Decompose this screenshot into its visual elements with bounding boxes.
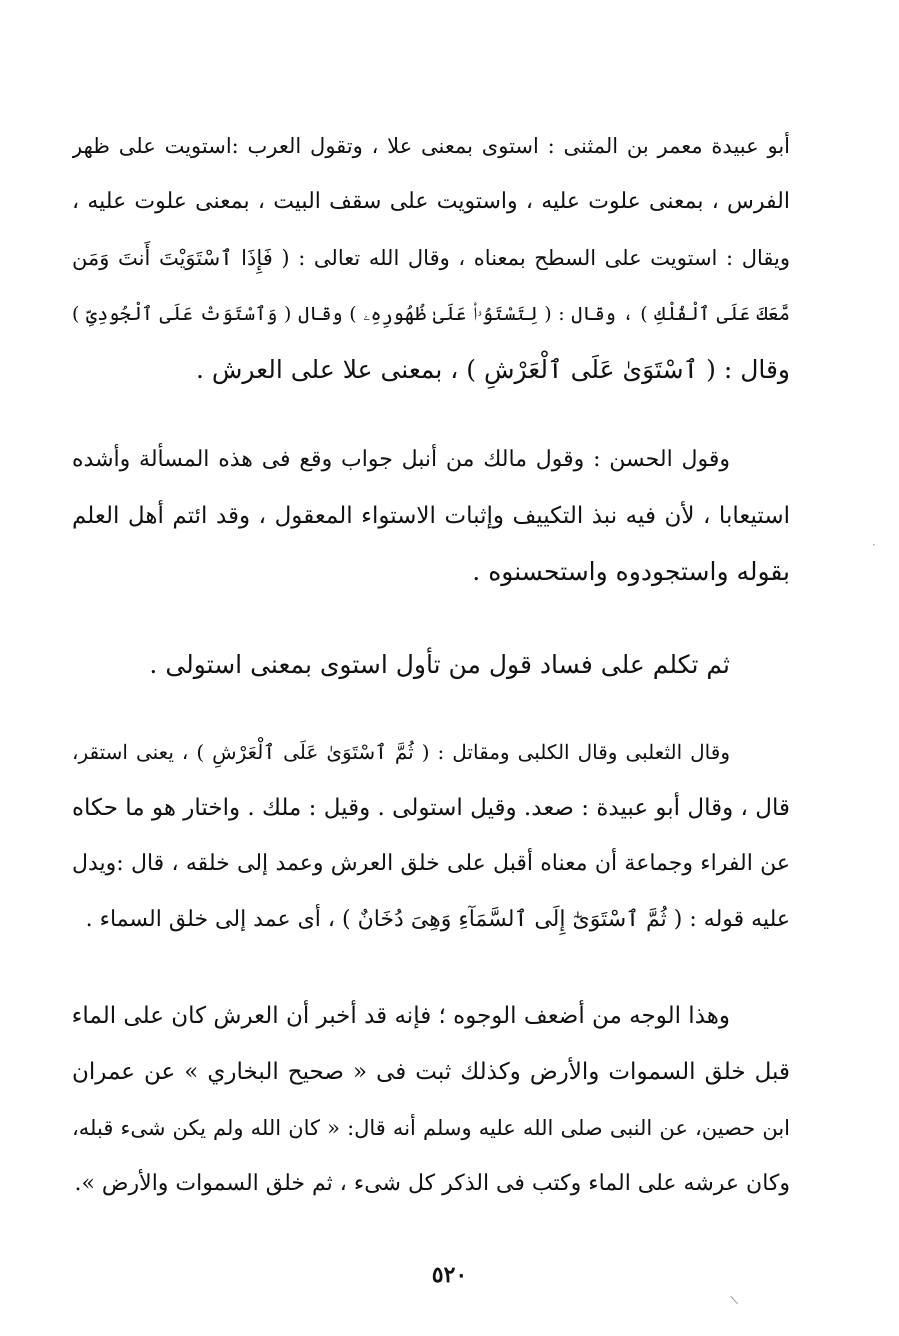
paragraph-al-hasan	[72, 432, 790, 600]
paragraph-thalabi	[72, 724, 790, 948]
text-line: ويقال : استويت على السطح بمعناه ، وقال الله تعالى : ( فَإِذَا ٱسْتَوَيْتَ أَنتَ وَمَن	[72, 246, 790, 270]
paragraph-weakest-view	[72, 988, 790, 1212]
text-line: وقال الثعلبى وقال الكلبى ومقاتل : ( ثُمَّ ٱسْتَوَىٰ عَلَى ٱلْعَرْشِ ) ، يعنى استقر،	[72, 740, 730, 764]
paragraph-refutation-intro	[72, 637, 790, 693]
margin-stroke: /	[726, 1294, 742, 1306]
text-line: وهذا الوجه من أضعف الوجوه ؛ فإنه قد أخبر أن العرش كان على الماء	[72, 1003, 730, 1029]
text-line: وقول الحسن : وقول مالك من أنبل جواب وقع فى هذه المسألة وأشده	[72, 447, 730, 472]
text-line: عليه قوله : ( ثُمَّ ٱسْتَوَىٰٓ إِلَى ٱلسَّمَآءِ وَهِىَ دُخَانٌ ) ، أى عمد إلى خلق السماء .	[85, 907, 790, 932]
text-line: أبو عبيدة معمر بن المثنى : استوى بمعنى علا ، وتقول العرب :استويت على ظهر	[72, 134, 790, 158]
text-line: عن الفراء وجماعة أن معناه أقبل على خلق العرش وعمد إلى خلقه ، قال :ويدل	[72, 851, 790, 876]
text-line: بقوله واستجودوه واستحسنوه .	[472, 557, 790, 586]
paragraph-abu-ubayda	[72, 118, 790, 398]
margin-dot: ·	[872, 538, 876, 552]
text-line: مَّعَكَ عَلَى ٱلْفُلْكِ ) ، وقال : ( لِتَسْتَوُۥا۟ عَلَىٰ ظُهُورِهِۦ ) وقال ( وَٱسْتَوَتْ عَلَى ٱلْجُودِىِّ )	[72, 303, 790, 325]
text-line: الفرس ، بمعنى علوت عليه ، واستويت على سقف البيت ، بمعنى علوت عليه ،	[72, 189, 790, 214]
text-line: قال ، وقال أبو عبيدة : صعد. وقيل استولى . وقيل : ملك . واختار هو ما حكاه	[72, 795, 790, 821]
text-line: ثم تكلم على فساد قول من تأول استوى بمعنى استولى .	[149, 650, 730, 679]
text-line: وقال : ( ٱسْتَوَىٰ عَلَى ٱلْعَرْشِ ) ، بمعنى علا على العرش .	[195, 355, 790, 384]
page-number: ٥٢٠	[431, 1262, 468, 1288]
text-line: وكان عرشه على الماء وكتب فى الذكر كل شىء ، ثم خلق السموات والأرض ».	[74, 1171, 790, 1196]
text-line: قبل خلق السموات والأرض وكذلك ثبت فى « صحيح البخاري » عن عمران	[72, 1059, 790, 1085]
text-line: استيعابا ، لأن فيه نبذ التكييف وإثبات الاستواء المعقول ، وقد ائتم أهل العلم	[72, 503, 790, 529]
text-line: ابن حصين، عن النبى صلى الله عليه وسلم أنه قال: « كان الله ولم يكن شىء قبله،	[72, 1116, 790, 1140]
